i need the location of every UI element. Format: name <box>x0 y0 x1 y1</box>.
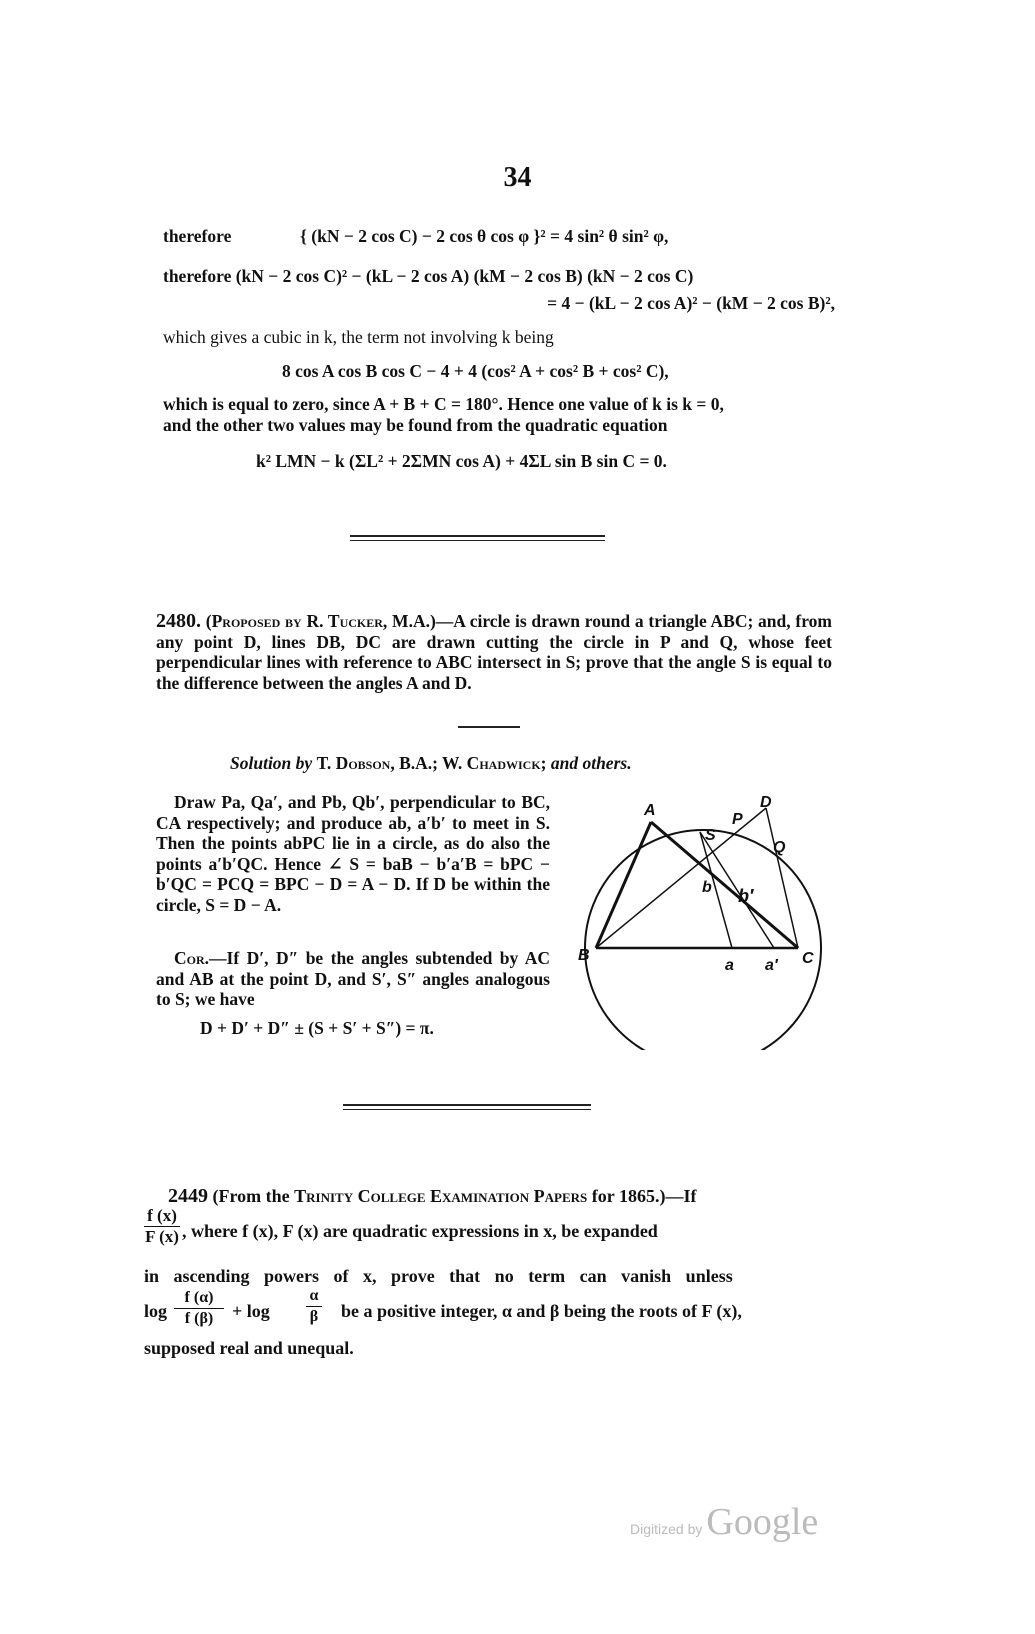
label-S: S <box>705 827 716 844</box>
problem-2449-heading <box>168 1185 696 1207</box>
corollary-body: —If D′, D″ be the angles subtended by AC and AB at the point D, and S′, S″ angles analogous to S; we have <box>156 948 550 1009</box>
solution-heading <box>230 752 632 774</box>
label-B: B <box>578 947 590 964</box>
page-number: 34 <box>503 162 532 193</box>
label-P: P <box>732 811 743 828</box>
statement: —A circle is drawn round a triangle ABC; and, from any point D, lines DB, DC are drawn cutting the circle in P and Q, whose feet perpendicular lines with reference to ABC intersect in S; prove that the angle S is equal to the difference between the angles A and D. <box>156 611 833 693</box>
and-others: and others. <box>550 753 632 773</box>
solution-by: Solution by <box>230 753 313 773</box>
digitized-by-google <box>630 1500 818 1544</box>
problem-number: 2480. <box>156 610 201 632</box>
label-b-prime: b′ <box>738 886 754 906</box>
label-a-prime: a′ <box>765 957 778 974</box>
continuation-line-2 <box>163 265 693 287</box>
label-A: A <box>644 802 656 819</box>
problem-number: 2449 <box>168 1185 208 1207</box>
proposer: (Proposed by R. Tucker, M.A.) <box>205 611 436 631</box>
google-logo: Google <box>706 1501 819 1543</box>
frac-denominator: F (x) <box>145 1227 179 1246</box>
fraction-alpha-over-beta <box>300 1286 328 1327</box>
label-C: C <box>802 950 814 967</box>
label-a: a <box>725 957 734 974</box>
source-prefix: (From the <box>212 1186 290 1206</box>
corollary <box>156 948 550 1010</box>
frac-numerator: f (x) <box>144 1206 180 1227</box>
fraction-f-alpha-over-f-beta <box>174 1288 224 1329</box>
formula-quadratic: k² LMN − k (ΣL² + 2ΣMN cos A) + 4ΣL sin B sin C = 0. <box>256 451 667 471</box>
problem-2449-line-4: be a positive integer, α and β being the roots of F (x), <box>341 1301 742 1321</box>
problem-2449-line-5: supposed real and unequal. <box>144 1338 354 1358</box>
formula-product: (kN − 2 cos C)² − (kL − 2 cos A) (kM − 2 cos B) (kN − 2 cos C) <box>235 266 694 286</box>
source-suffix: for 1865.)—If <box>591 1186 697 1206</box>
solvers: T. Dobson, B.A.; W. Chadwick; <box>316 753 547 773</box>
divider-rule <box>343 1104 591 1106</box>
frac-numerator: α <box>306 1286 322 1307</box>
problem-2449-line-2: , where f (x), F (x) are quadratic expressions in x, be expanded <box>182 1221 658 1241</box>
formula-constant-term: 8 cos A cos B cos C − 4 + 4 (cos² A + cos² B + cos² C), <box>282 361 669 381</box>
divider-rule <box>350 535 605 537</box>
geometry-figure <box>570 780 850 1050</box>
formula-braced-square: { (kN − 2 cos C) − 2 cos θ cos φ }² = 4 sin² θ sin² φ, <box>300 226 669 246</box>
corollary-formula: D + D′ + D″ ± (S + S′ + S″) = π. <box>200 1018 434 1038</box>
solution-body: Draw Pa, Qa′, and Pb, Qb′, perpendicular to BC, CA respectively; and produce ab, a′b′ to meet in S. Then the points abPC lie in a circle, as do also the points a′b′QC. Hence ∠ S = baB − b′a′B = bPC − b′QC = PCQ = BPC − D = A − D. If D be within the circle, S = D − A. <box>156 792 550 915</box>
label-therefore: therefore <box>163 226 232 246</box>
short-rule <box>458 726 520 728</box>
text-cubic: which gives a cubic in k, the term not involving k being <box>163 327 554 347</box>
label-D: D <box>760 794 772 811</box>
text-zero-since <box>163 394 838 435</box>
problem-2480-statement <box>156 611 832 693</box>
log-1: log <box>144 1301 168 1321</box>
circumcircle <box>585 830 821 1050</box>
label-b: b <box>702 879 712 896</box>
plus-log: + log <box>232 1301 270 1321</box>
continuation-line-1 <box>163 225 231 247</box>
formula-equals: = 4 − (kL − 2 cos A)² − (kM − 2 cos B)², <box>547 293 835 313</box>
label-therefore: therefore <box>163 266 232 286</box>
text-line-7: and the other two values may be found from the quadratic equation <box>163 414 668 435</box>
divider-rule <box>343 1109 591 1110</box>
text-line-6: which is equal to zero, since A + B + C = 180°. Hence one value of k is k = 0, <box>163 394 724 414</box>
line-DB <box>596 808 766 948</box>
digitized-by-label: Digitized by <box>630 1521 703 1537</box>
source-name: Trinity College Examination Papers <box>294 1186 588 1206</box>
frac-denominator: f (β) <box>184 1310 214 1327</box>
label-Q: Q <box>773 839 786 856</box>
line-DC <box>766 808 798 948</box>
corollary-label: Cor. <box>174 948 210 968</box>
divider-rule <box>350 540 605 541</box>
frac-numerator: f (α) <box>174 1288 224 1309</box>
frac-denominator: β <box>309 1308 319 1325</box>
fraction-f-over-F <box>144 1206 180 1247</box>
problem-2449-line-3: in ascending powers of x, prove that no term can vanish unless <box>144 1266 733 1286</box>
